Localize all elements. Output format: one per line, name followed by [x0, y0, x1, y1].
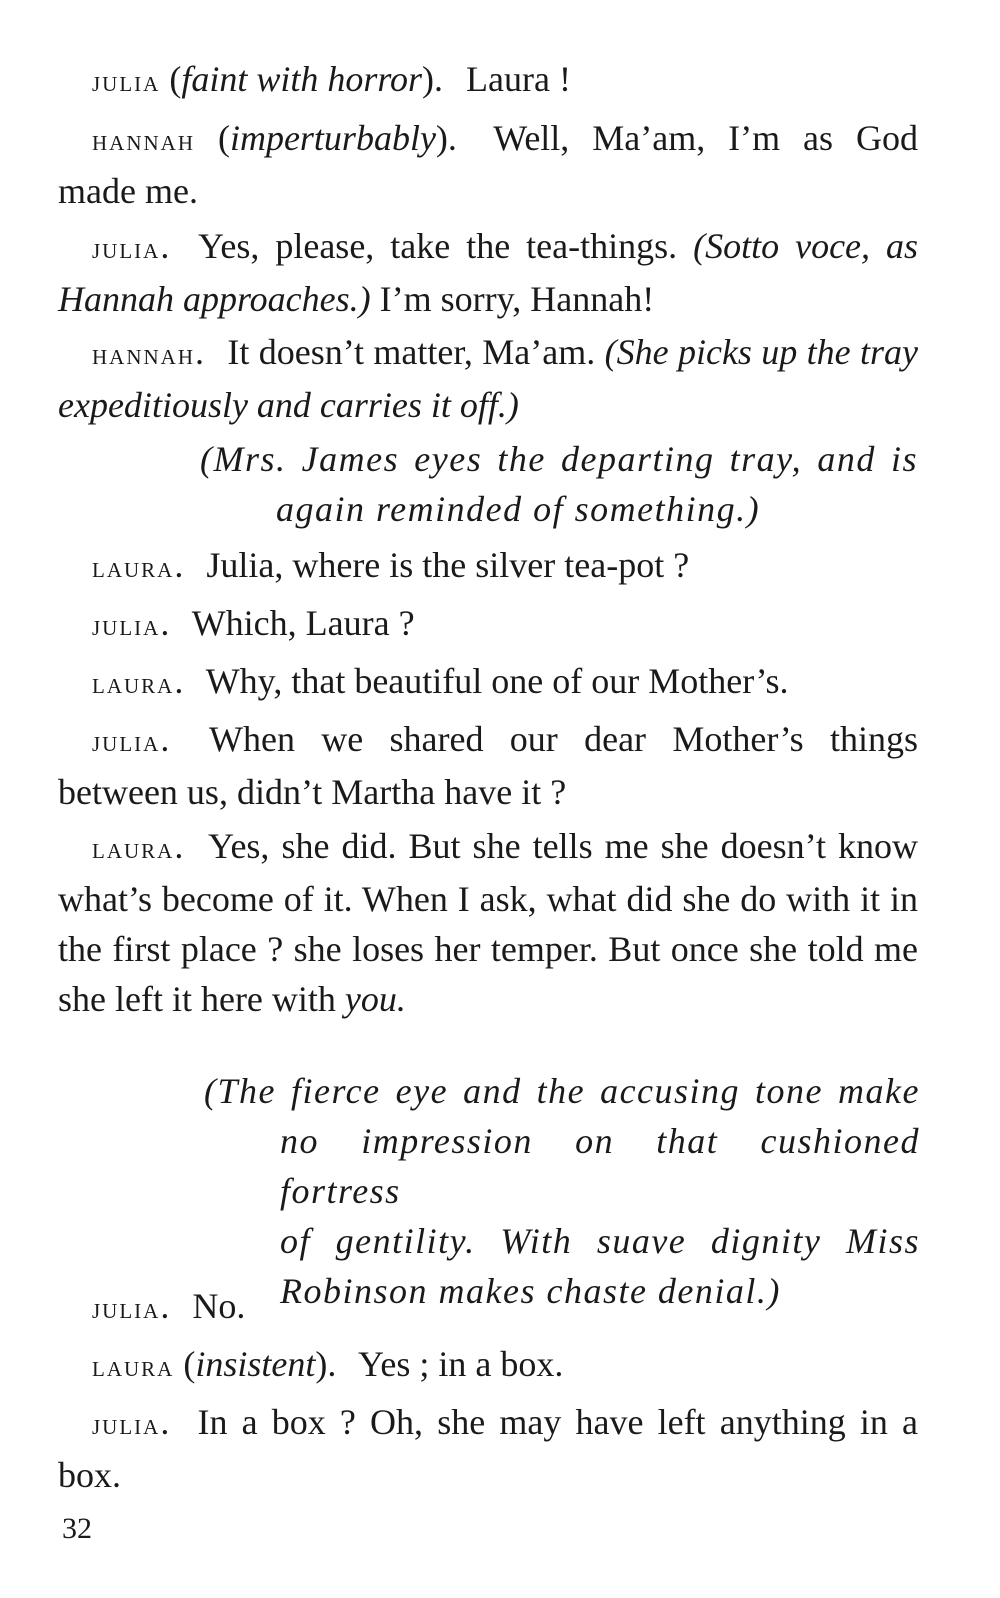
- stage-direction: (Sotto voce, as Hannah approaches.): [58, 226, 919, 319]
- dialogue-laura-1: laura. Julia, where is the silver tea-pot ?: [92, 545, 690, 585]
- dialogue-laura-3: laura. Yes, she did. But she tells me she doesn’t know what’s become of it. When I ask, what did she do with it in the first place ? she loses her temper. But once she told me she left it here with you.: [58, 826, 918, 1019]
- dialogue-julia-5: julia. No.: [92, 1286, 246, 1326]
- speaker-name: julia: [92, 609, 161, 642]
- dialogue-text: Why, that beautiful one of our Mother’s.: [205, 661, 789, 701]
- speaker-name: julia: [92, 232, 161, 265]
- stage-direction-line: (Mrs. James eyes the departing tray, and is: [200, 439, 918, 479]
- emphasis-text: you.: [344, 979, 406, 1019]
- dialogue-text: Julia, where is the silver tea-pot ?: [206, 545, 690, 585]
- dialogue-text: In a box ? Oh, she may have left anything in a box.: [58, 1402, 918, 1495]
- dialogue-julia-2: julia. Yes, please, take the tea-things. (Sotto voce, as Hannah approaches.) I’m sorry, Hannah!: [58, 226, 919, 319]
- dialogue-julia-1: julia (faint with horror). Laura !: [92, 59, 571, 99]
- stage-direction-block-2: [204, 1066, 920, 1316]
- stage-direction-line: of gentility. With suave dignity Miss: [280, 1221, 920, 1261]
- dialogue-julia-6: julia. In a box ? Oh, she may have left anything in a box.: [58, 1402, 918, 1495]
- speaker-name: julia: [92, 1292, 161, 1325]
- dialogue-text: Yes, she did. But she tells me she doesn’t know what’s become of it. When I ask, what did she do with it in the first place ? she loses her temper. But once she told me she left it here with: [58, 826, 918, 1019]
- stage-direction-line: no impression on that cushioned fortress: [280, 1121, 920, 1211]
- speaker-name: laura: [92, 551, 175, 584]
- stage-direction: faint with horror: [181, 59, 423, 99]
- dialogue-text: Yes, please, take the tea-things.: [197, 226, 678, 266]
- stage-direction: (She picks up the tray expeditiously and carries it off.): [58, 332, 919, 425]
- dialogue-text: Which, Laura ?: [191, 603, 415, 643]
- speaker-name: hannah: [92, 124, 195, 157]
- stage-direction-line: (The fierce eye and the accusing tone make: [204, 1071, 920, 1111]
- speaker-name: julia: [92, 1408, 161, 1441]
- dialogue-text: Well, Ma’am, I’m as God made me.: [58, 118, 918, 211]
- speaker-name: julia: [92, 65, 161, 98]
- dialogue-julia-4: julia. When we shared our dear Mother’s things between us, didn’t Martha have it ?: [58, 719, 918, 812]
- speaker-name: laura: [92, 667, 175, 700]
- dialogue-text: It doesn’t matter, Ma’am.: [227, 332, 596, 372]
- speaker-name: laura: [92, 832, 175, 865]
- stage-direction-line: again reminded of something.): [276, 489, 761, 529]
- dialogue-text: When we shared our dear Mother’s things between us, didn’t Martha have it ?: [58, 719, 918, 812]
- dialogue-laura-2: laura. Why, that beautiful one of our Mother’s.: [92, 661, 789, 701]
- dialogue-text: Laura !: [466, 59, 571, 99]
- dialogue-text: Yes ; in a box.: [358, 1344, 564, 1384]
- stage-direction-line: Robinson makes chaste denial.): [280, 1271, 781, 1311]
- speaker-name: laura: [92, 1350, 175, 1383]
- dialogue-laura-4: laura (insistent). Yes ; in a box.: [92, 1344, 564, 1384]
- dialogue-text: I’m sorry, Hannah!: [379, 279, 655, 319]
- dialogue-hannah-1: hannah (imperturbably). Well, Ma’am, I’m as God made me.: [58, 118, 918, 211]
- dialogue-julia-3: julia. Which, Laura ?: [92, 603, 415, 643]
- dialogue-hannah-2: hannah. It doesn’t matter, Ma’am. (She picks up the tray expeditiously and carries it off.): [58, 332, 919, 425]
- speaker-name: hannah: [92, 338, 195, 371]
- dialogue-text: No.: [192, 1286, 246, 1326]
- stage-direction: insistent: [195, 1344, 316, 1384]
- speaker-name: julia: [92, 725, 161, 758]
- stage-direction: imperturbably: [229, 118, 436, 158]
- page-number: 32: [62, 1512, 92, 1545]
- stage-direction-block-1: [200, 434, 918, 534]
